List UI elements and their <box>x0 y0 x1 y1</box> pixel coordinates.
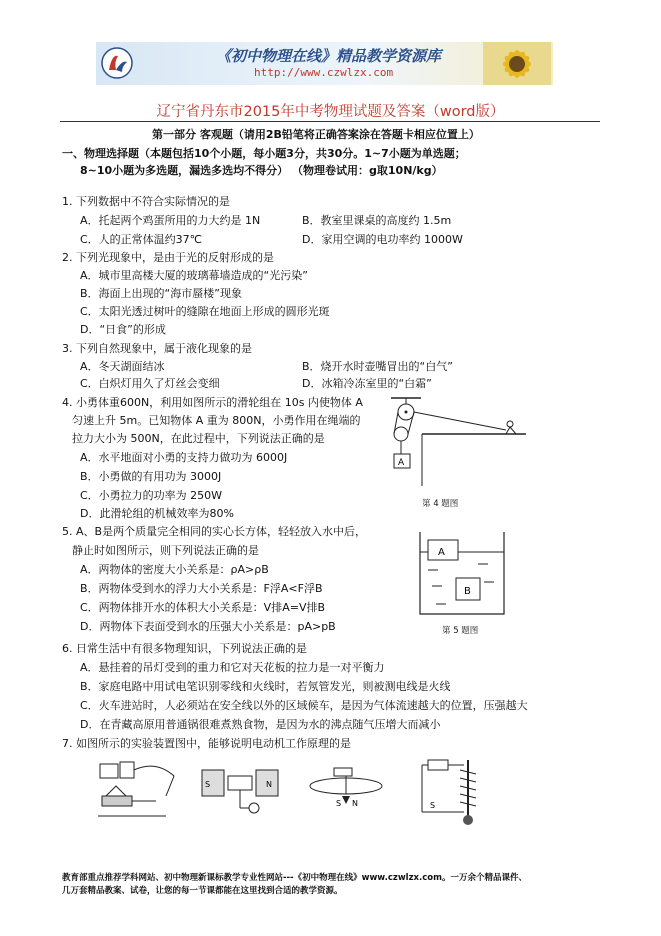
q1-stem: 1. 下列数据中不符合实际情况的是 <box>62 195 230 208</box>
banner-title: 《初中物理在线》精品教学资源库 <box>216 47 442 65</box>
q5-figure-caption: 第 5 题图 <box>442 626 479 636</box>
q7-stem: 7. 如图所示的实验装置图中，能够说明电动机工作原理的是 <box>62 737 351 750</box>
q5-option-a: A．两物体的密度大小关系是：ρA>ρB <box>80 563 269 576</box>
q6-option-b: B．家庭电路中用试电笔识别零线和火线时，若氖管发光，则被测电线是火线 <box>80 680 451 693</box>
pulley-figure <box>376 396 536 488</box>
q7-figure-b <box>200 760 290 818</box>
block-b-label: B <box>464 586 471 597</box>
site-banner <box>96 42 553 85</box>
q7-b-s-label: S <box>205 780 211 789</box>
q5-option-b: B．两物体受到水的浮力大小关系是：F浮A<F浮B <box>80 582 323 595</box>
q6-option-c: C．火车进站时，人必须站在安全线以外的区域候车，是因为气体流速越大的位置，压强越大 <box>80 699 528 712</box>
page-footer <box>62 872 602 898</box>
footer-line1: 教育部重点推荐学科网站、初中物理新课标教学专业性网站---《初中物理在线》www.czwlzx.com。一万余个精品课件、 <box>62 873 527 883</box>
q7-figure-c <box>306 762 396 818</box>
q5-line2: 静止时如图所示，则下列说法正确的是 <box>72 544 259 557</box>
q1-option-c: C．人的正常体温约37℃ <box>80 233 203 246</box>
q4-option-d: D．此滑轮组的机械效率为80% <box>80 507 234 520</box>
q2-stem: 2. 下列光现象中，是由于光的反射形成的是 <box>62 251 274 264</box>
q7-c-n-label: N <box>352 799 358 808</box>
q4-option-b: B．小勇做的有用功为 3000J <box>80 470 222 483</box>
q4-figure-caption: 第 4 题图 <box>422 499 459 509</box>
q7-b-n-label: N <box>266 780 272 789</box>
q2-option-a: A．城市里高楼大厦的玻璃幕墙造成的“光污染” <box>80 269 308 282</box>
q7-figure-a <box>96 756 182 822</box>
q5-option-d: D．两物体下表面受到水的压强大小关系是：pA>pB <box>80 620 336 633</box>
q3-option-c: C．白炽灯用久了灯丝会变细 <box>80 377 220 390</box>
q3-option-b: B．烧开水时壶嘴冒出的“白气” <box>302 360 453 373</box>
beaker-figure <box>418 530 508 618</box>
q6-stem: 6. 日常生活中有很多物理知识，下列说法正确的是 <box>62 642 307 655</box>
q6-option-d: D．在青藏高原用普通锅很难煮熟食物，是因为水的沸点随气压增大而减小 <box>80 718 441 731</box>
q4-line1: 4. 小勇体重600N，利用如图所示的滑轮组在 10s 内使物体 A <box>62 396 363 409</box>
q2-option-c: C．太阳光透过树叶的缝隙在地面上形成的圆形光斑 <box>80 305 330 318</box>
block-a-label: A <box>438 547 445 558</box>
q3-option-a: A．冬天湖面结冰 <box>80 360 165 373</box>
q2-option-b: B．海面上出现的“海市蜃楼”现象 <box>80 287 242 300</box>
pulley-block-label: A <box>398 458 405 468</box>
q5-option-c: C．两物体排开水的体积大小关系是：V排A=V排B <box>80 601 326 614</box>
q4-option-a: A．水平地面对小勇的支持力做功为 6000J <box>80 451 288 464</box>
q5-line1: 5. A、B是两个质量完全相同的实心长方体，轻轻放入水中后， <box>62 525 367 538</box>
q3-stem: 3. 下列自然现象中，属于液化现象的是 <box>62 342 252 355</box>
q7-d-s-label: S <box>430 801 436 810</box>
q4-line3: 拉力大小为 500N，在此过程中，下列说法正确的是 <box>72 432 325 445</box>
part1-heading: 第一部分 客观题（请用2B铅笔将正确答案涂在答题卡相应位置上） <box>152 128 480 141</box>
q3-option-d: D．冰箱冷冻室里的“白霜” <box>302 377 432 390</box>
q4-line2: 匀速上升 5m。已知物体 A 重为 800N，小勇作用在绳端的 <box>72 414 361 427</box>
q2-option-d: D．“日食”的形成 <box>80 323 166 336</box>
q7-c-s-label: S <box>336 799 342 808</box>
site-logo-icon <box>100 46 134 80</box>
q7-figure-d <box>418 756 498 826</box>
banner-url[interactable]: http://www.czwlzx.com <box>254 66 394 79</box>
q1-option-d: D．家用空调的电功率约 1000W <box>302 233 463 246</box>
q1-option-b: B．教室里课桌的高度约 1.5m <box>302 214 452 227</box>
title-divider <box>60 121 600 122</box>
q4-option-c: C．小勇拉力的功率为 250W <box>80 489 223 502</box>
section1-line1: 一、物理选择题（本题包括10个小题，每小题3分，共30分。1~7小题为单选题； <box>62 147 466 160</box>
footer-line2: 几万套精品教案、试卷，让您的每一节课都能在这里找到合适的教学资源。 <box>62 886 343 896</box>
sunflower-icon <box>483 42 551 85</box>
q1-option-a: A．托起两个鸡蛋所用的力大约是 1N <box>80 214 261 227</box>
page-title: 辽宁省丹东市2015年中考物理试题及答案（word版） <box>156 104 505 120</box>
section1-line2: 8~10小题为多选题，漏选多选均不得分） （物理卷试用：g取10N/kg） <box>80 164 443 177</box>
q6-option-a: A．悬挂着的吊灯受到的重力和它对天花板的拉力是一对平衡力 <box>80 661 385 674</box>
